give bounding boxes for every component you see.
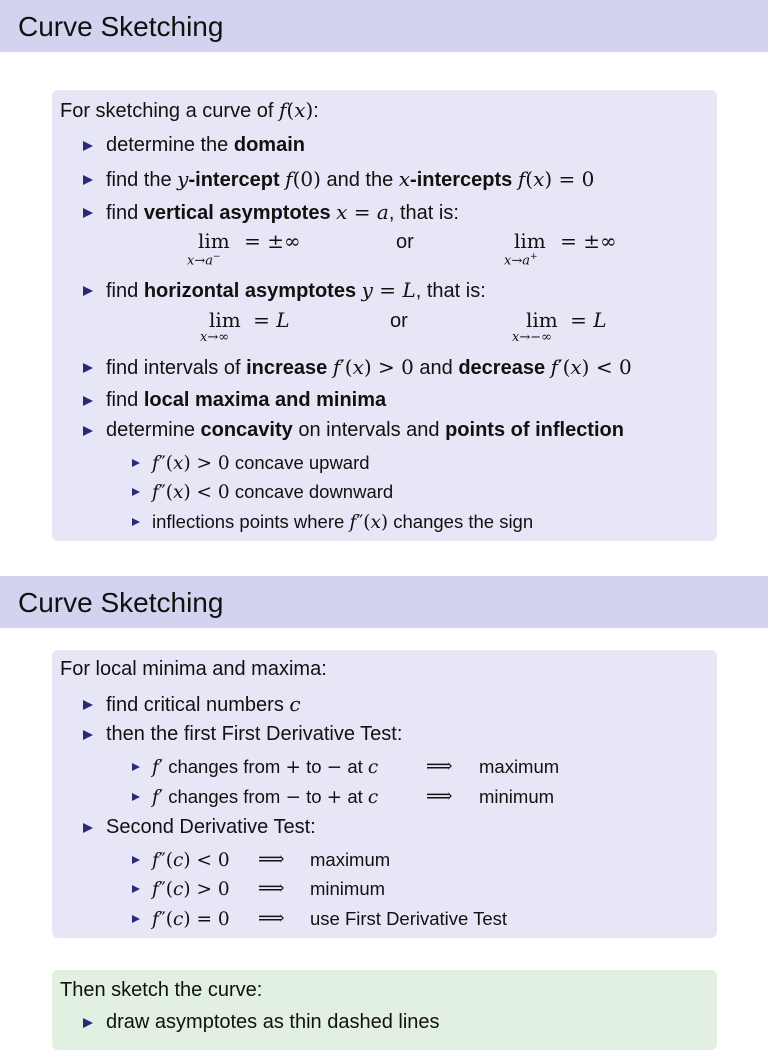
bullet-icon: [83, 141, 93, 151]
bullet-icon: [83, 208, 93, 218]
bullet-icon: [132, 518, 140, 526]
bullet-icon: [132, 915, 140, 923]
bullet-icon: [83, 700, 93, 710]
implies-arrow: ⟹: [258, 908, 285, 929]
list-item: find intervals of increase f′(x) > 0 and decrease f′(x) < 0: [106, 355, 632, 379]
list-item: find local maxima and minima: [106, 389, 387, 411]
implies-arrow: ⟹: [258, 849, 285, 870]
bullet-icon: [132, 488, 140, 496]
list-item: draw asymptotes as thin dashed lines: [106, 1011, 440, 1033]
local-extrema-block: [52, 650, 717, 938]
limit-expression: lim = ±∞: [198, 229, 301, 253]
implies-arrow: ⟹: [426, 756, 453, 777]
test-result: minimum: [479, 786, 555, 807]
list-item: find critical numbers c: [106, 692, 301, 716]
list-item: determine concavity on intervals and points of inflection: [106, 419, 624, 441]
list-subitem: f′ changes from + to − at c: [152, 756, 379, 778]
bullet-icon: [83, 1018, 93, 1028]
bullet-icon: [132, 459, 140, 467]
list-subitem: f″(c) > 0: [152, 879, 230, 900]
bullet-icon: [132, 856, 140, 864]
list-subitem: f″(x) > 0 concave upward: [152, 452, 370, 474]
limit-expression: lim = L: [526, 308, 607, 332]
list-subitem: f″(c) = 0: [152, 909, 230, 930]
list-subitem: f″(x) < 0 concave downward: [152, 481, 394, 503]
block-intro: For sketching a curve of f(x):: [60, 98, 319, 122]
limit-expression: lim = L: [209, 308, 290, 332]
test-result: use First Derivative Test: [310, 908, 508, 929]
block-intro: For local minima and maxima:: [60, 658, 327, 680]
list-item: Second Derivative Test:: [106, 816, 316, 838]
limit-subscript: x→a−: [187, 252, 221, 269]
bullet-icon: [132, 793, 140, 801]
sketch-block: [52, 970, 717, 1050]
list-item: determine the domain: [106, 134, 305, 156]
or-label: or: [396, 231, 414, 253]
definition-block: [52, 90, 717, 541]
list-item: find horizontal asymptotes y = L, that is:: [106, 278, 486, 302]
test-result: maximum: [479, 756, 560, 777]
bullet-icon: [83, 823, 93, 833]
limit-expression: lim = ±∞: [514, 229, 617, 253]
implies-arrow: ⟹: [426, 786, 453, 807]
bullet-icon: [83, 426, 93, 436]
slide-2: [0, 576, 768, 1033]
limit-subscript: x→a+: [504, 252, 538, 269]
list-item: then the first First Derivative Test:: [106, 723, 403, 745]
bullet-icon: [132, 763, 140, 771]
slide-title: Curve Sketching: [18, 587, 224, 618]
list-subitem: inflections points where f″(x) changes the sign: [152, 511, 534, 533]
list-item: find the y-intercept f(0) and the x-intercepts f(x) = 0: [106, 167, 595, 191]
implies-arrow: ⟹: [258, 878, 285, 899]
slide-title-bar: [0, 0, 768, 52]
list-subitem: f″(c) < 0: [152, 850, 230, 871]
test-result: minimum: [310, 878, 386, 899]
slide-title: Curve Sketching: [18, 11, 224, 42]
or-label: or: [390, 310, 408, 332]
bullet-icon: [132, 885, 140, 893]
limit-subscript: x→−∞: [512, 330, 552, 345]
list-subitem: f′ changes from − to + at c: [152, 786, 379, 808]
test-result: maximum: [310, 849, 391, 870]
bullet-icon: [83, 396, 93, 406]
bullet-icon: [83, 730, 93, 740]
list-item: find vertical asymptotes x = a, that is:: [106, 200, 459, 224]
limit-subscript: x→∞: [200, 330, 230, 345]
slide-title-bar: [0, 576, 768, 628]
bullet-icon: [83, 363, 93, 373]
bullet-icon: [83, 175, 93, 185]
block-intro: Then sketch the curve:: [60, 979, 263, 1001]
bullet-icon: [83, 286, 93, 296]
